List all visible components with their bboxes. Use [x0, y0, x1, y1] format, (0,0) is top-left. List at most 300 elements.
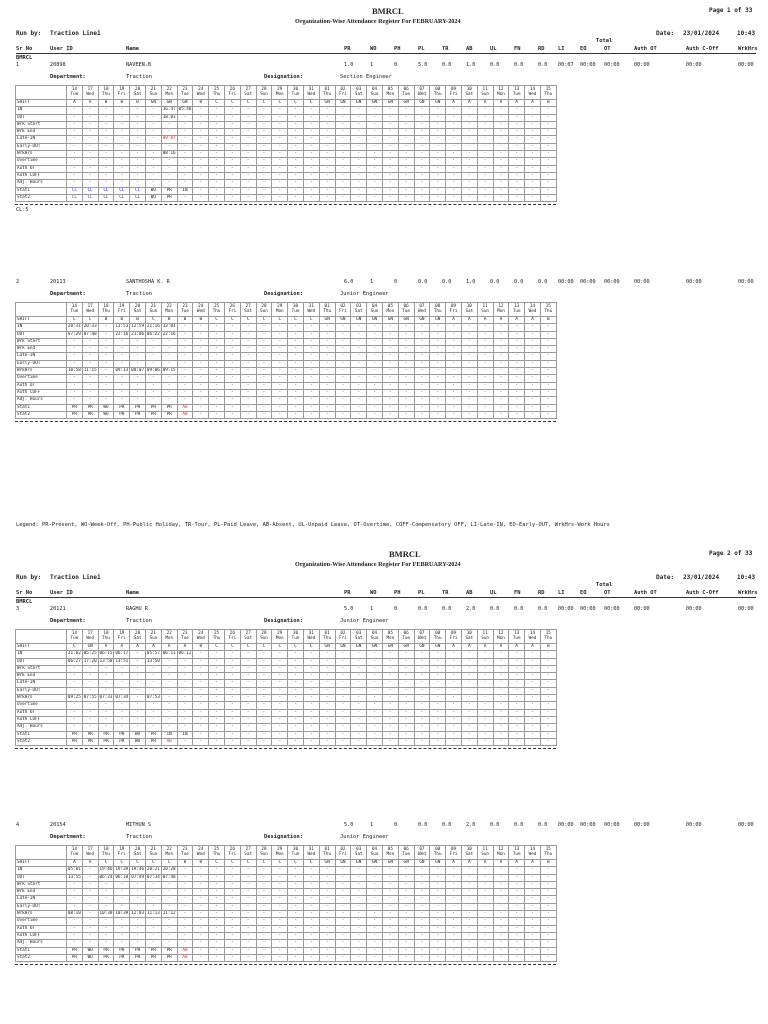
table-cell: -: [398, 709, 414, 716]
table-cell: -: [509, 404, 525, 411]
table-cell: -: [67, 724, 83, 731]
table-cell: -: [414, 107, 430, 114]
day-date: 30: [292, 86, 299, 92]
table-cell: -: [224, 187, 240, 194]
table-cell: -: [540, 954, 556, 961]
table-cell: -: [319, 411, 335, 418]
table-cell: GN: [351, 644, 367, 651]
table-row: [16, 940, 557, 947]
table-cell: -: [224, 673, 240, 680]
day-header-cell: [382, 303, 398, 317]
table-cell: -: [382, 331, 398, 338]
table-cell: -: [493, 353, 509, 360]
table-cell: -: [256, 925, 272, 932]
table-cell: 17:20: [83, 658, 97, 664]
table-cell: -: [509, 881, 525, 888]
row-label: Stat1: [16, 947, 67, 954]
table-cell: -: [256, 954, 272, 961]
day-header-cell: [430, 846, 446, 860]
row-label: WrkHrs: [16, 368, 67, 375]
table-cell: -: [414, 731, 430, 738]
table-cell: -: [509, 867, 525, 874]
table-cell: GN: [367, 317, 383, 324]
table-cell: -: [177, 121, 193, 128]
legend-text: Legend: PR-Present, WO-Week-Off, PH-Public Holiday, TR-Tour, PL-Paid Leave, AB-Absent, UL-Unpaid Leave, OT-Overtime, COFF-Compensatory OFF, LI-Late-IN, EO-Early-OUT, WrkHrs-Work Hours: [16, 522, 610, 528]
table-cell: -: [525, 382, 541, 389]
table-cell: -: [477, 360, 493, 367]
table-cell: AB: [177, 954, 193, 961]
table-cell: -: [351, 867, 367, 874]
day-weekday: Sat: [354, 91, 363, 97]
day-header-cell: [114, 86, 130, 100]
table-cell: -: [351, 940, 367, 947]
table-cell: -: [272, 738, 288, 745]
table-cell: 19:46: [99, 867, 113, 873]
table-cell: -: [414, 165, 430, 172]
day-weekday: Fri: [339, 851, 347, 857]
table-cell: -: [398, 716, 414, 723]
table-cell: -: [382, 932, 398, 939]
table-cell: -: [67, 389, 83, 396]
employee-total-value: 00:00: [558, 279, 574, 285]
day-date: 29: [277, 846, 283, 852]
table-cell: -: [461, 158, 477, 165]
table-cell: -: [193, 932, 209, 939]
table-cell: -: [414, 180, 430, 187]
table-cell: -: [67, 129, 83, 136]
table-cell: 07:53: [146, 695, 160, 701]
table-cell: -: [382, 651, 398, 658]
employee-total-value: 00:00: [738, 822, 754, 828]
table-cell: -: [177, 867, 193, 874]
table-cell: 06:12: [178, 651, 192, 657]
table-cell: -: [161, 172, 177, 179]
table-cell: -: [288, 107, 304, 114]
table-cell: -: [67, 709, 83, 716]
day-weekday: Wed: [418, 91, 426, 97]
table-cell: -: [256, 658, 272, 665]
table-cell: -: [367, 151, 383, 158]
table-cell: -: [319, 738, 335, 745]
table-cell: -: [525, 709, 541, 716]
employee-total-value: 5.0: [418, 62, 428, 68]
table-cell: -: [288, 331, 304, 338]
table-cell: -: [98, 881, 114, 888]
table-cell: -: [82, 375, 98, 382]
table-cell: -: [130, 932, 146, 939]
day-weekday: Sat: [133, 635, 142, 641]
day-header-cell: [414, 86, 430, 100]
table-cell: B: [193, 644, 209, 651]
employee-total-value: 00:00: [738, 279, 754, 285]
table-cell: -: [509, 324, 525, 331]
day-header-cell: [98, 86, 114, 100]
table-cell: PR: [82, 411, 98, 418]
day-date: 14: [529, 86, 536, 92]
table-cell: -: [540, 665, 556, 672]
day-date: 15: [545, 846, 551, 852]
table-cell: -: [272, 151, 288, 158]
day-weekday: Mon: [497, 308, 505, 314]
table-cell: -: [540, 940, 556, 947]
table-cell: -: [193, 151, 209, 158]
table-cell: -: [98, 338, 114, 345]
row-label: Adj. Hours: [16, 397, 67, 404]
table-cell: -: [193, 404, 209, 411]
table-cell: -: [177, 716, 193, 723]
group-name: BMRCL: [16, 599, 33, 605]
table-cell: -: [335, 716, 351, 723]
table-cell: -: [145, 881, 161, 888]
employee-total-value: 1.0: [344, 62, 354, 68]
day-header-cell: [477, 303, 493, 317]
day-header-cell: [303, 846, 319, 860]
table-cell: IN: [177, 187, 193, 194]
table-cell: -: [525, 194, 541, 201]
table-row: [16, 889, 557, 896]
day-header-cell: [224, 846, 240, 860]
table-cell: A: [177, 644, 193, 651]
day-header-cell: [477, 846, 493, 860]
table-row: [16, 158, 557, 165]
table-cell: -: [382, 129, 398, 136]
table-cell: -: [98, 932, 114, 939]
row-label: Wrk Start: [16, 338, 67, 345]
table-cell: -: [161, 724, 177, 731]
table-row: [16, 665, 557, 672]
table-cell: -: [193, 360, 209, 367]
table-cell: -: [461, 889, 477, 896]
table-cell: -: [382, 911, 398, 918]
table-cell: -: [114, 702, 130, 709]
table-cell: -: [288, 389, 304, 396]
table-cell: -: [540, 911, 556, 918]
table-cell: CL: [114, 194, 130, 201]
table-cell: -: [82, 903, 98, 910]
day-date: 09: [450, 846, 457, 852]
table-cell: -: [477, 911, 493, 918]
table-cell: -: [288, 187, 304, 194]
table-cell: -: [367, 695, 383, 702]
table-cell: -: [224, 404, 240, 411]
day-date: 14: [529, 303, 536, 309]
employee-total-value: 00:00: [686, 62, 702, 68]
table-cell: -: [335, 172, 351, 179]
table-cell: -: [130, 687, 146, 694]
table-cell: -: [177, 136, 193, 143]
table-cell: -: [319, 368, 335, 375]
table-cell: -: [509, 107, 525, 114]
table-cell: -: [209, 136, 225, 143]
employee-total-value: 0.0: [442, 62, 452, 68]
table-cell: -: [114, 143, 130, 150]
table-cell: -: [477, 187, 493, 194]
table-cell: -: [209, 375, 225, 382]
day-header-cell: [240, 846, 256, 860]
table-cell: PR: [161, 404, 177, 411]
table-cell: GN: [177, 100, 193, 107]
table-cell: -: [398, 129, 414, 136]
table-cell: -: [477, 172, 493, 179]
day-weekday: Fri: [339, 308, 347, 314]
table-cell: -: [525, 867, 541, 874]
row-label: Wrk End: [16, 673, 67, 680]
table-cell: -: [540, 172, 556, 179]
table-cell: -: [67, 360, 83, 367]
table-cell: -: [540, 673, 556, 680]
table-cell: -: [461, 382, 477, 389]
table-cell: -: [177, 114, 193, 121]
table-cell: -: [493, 114, 509, 121]
table-cell: -: [98, 903, 114, 910]
employee-total-value: 1: [370, 606, 374, 612]
table-cell: -: [367, 368, 383, 375]
table-cell: -: [272, 165, 288, 172]
day-weekday: Sun: [260, 851, 268, 857]
table-cell: A: [509, 644, 525, 651]
table-cell: -: [540, 404, 556, 411]
row-label: Stat2: [16, 738, 67, 745]
day-date: 14: [71, 86, 77, 92]
table-cell: -: [114, 397, 130, 404]
table-cell: -: [525, 331, 541, 338]
total-col-header: PH: [394, 46, 401, 52]
table-cell: -: [209, 651, 225, 658]
table-cell: -: [351, 874, 367, 881]
table-cell: -: [209, 353, 225, 360]
total-col-header: LI: [558, 46, 565, 52]
table-cell: -: [461, 353, 477, 360]
table-row: [16, 136, 557, 143]
table-cell: -: [477, 353, 493, 360]
table-cell: -: [461, 716, 477, 723]
table-cell: -: [430, 687, 446, 694]
table-cell: -: [177, 346, 193, 353]
table-cell: -: [256, 687, 272, 694]
day-date: 18: [103, 86, 109, 92]
employee-total-value: 00:00: [604, 822, 620, 828]
table-cell: -: [145, 382, 161, 389]
table-cell: -: [430, 368, 446, 375]
table-cell: -: [272, 673, 288, 680]
table-cell: B: [114, 100, 130, 107]
table-cell: -: [256, 716, 272, 723]
table-cell: -: [509, 389, 525, 396]
table-cell: -: [540, 411, 556, 418]
table-cell: -: [461, 658, 477, 665]
table-cell: 20:21: [146, 867, 160, 873]
row-label: IN: [16, 324, 67, 331]
table-cell: GN: [82, 644, 98, 651]
employee-total-value: 00:00: [604, 279, 620, 285]
day-date: 24: [198, 846, 204, 852]
table-cell: -: [461, 375, 477, 382]
total-label: Total: [596, 38, 613, 44]
table-cell: -: [272, 331, 288, 338]
table-cell: -: [540, 129, 556, 136]
table-cell: -: [430, 867, 446, 874]
day-header-cell: [256, 630, 272, 644]
table-cell: -: [303, 731, 319, 738]
total-col-header: OT: [604, 590, 611, 596]
table-cell: -: [477, 375, 493, 382]
table-cell: -: [145, 702, 161, 709]
table-cell: -: [398, 397, 414, 404]
table-cell: -: [540, 918, 556, 925]
day-weekday: Thu: [544, 308, 553, 314]
table-cell: -: [209, 143, 225, 150]
day-header-cell: [193, 303, 209, 317]
row-label: WrkHrs: [16, 911, 67, 918]
day-header-cell: [525, 630, 541, 644]
table-cell: -: [414, 889, 430, 896]
table-cell: -: [461, 925, 477, 932]
day-weekday: Thu: [102, 91, 110, 97]
table-cell: -: [414, 954, 430, 961]
day-date: 27: [245, 303, 251, 309]
table-cell: -: [256, 903, 272, 910]
table-cell: -: [130, 114, 146, 121]
table-cell: -: [224, 947, 240, 954]
table-cell: -: [177, 143, 193, 150]
table-cell: -: [303, 889, 319, 896]
table-cell: -: [303, 695, 319, 702]
table-cell: -: [430, 695, 446, 702]
table-cell: -: [256, 702, 272, 709]
day-header-cell: [493, 846, 509, 860]
total-col-header: Auth OT: [634, 590, 657, 596]
day-date: 26: [229, 630, 235, 636]
table-cell: -: [319, 716, 335, 723]
table-cell: -: [98, 382, 114, 389]
table-cell: -: [382, 724, 398, 731]
col-srno: Sr No: [16, 590, 33, 596]
table-cell: -: [382, 324, 398, 331]
table-cell: -: [398, 738, 414, 745]
table-cell: -: [224, 397, 240, 404]
row-label: Adj. Hours: [16, 940, 67, 947]
table-cell: -: [240, 881, 256, 888]
table-cell: -: [540, 353, 556, 360]
table-row: [16, 346, 557, 353]
table-cell: -: [493, 673, 509, 680]
table-cell: A: [525, 860, 541, 867]
table-cell: -: [240, 180, 256, 187]
table-cell: A: [509, 100, 525, 107]
table-cell: A: [525, 100, 541, 107]
day-date: 28: [261, 846, 267, 852]
table-cell: -: [351, 702, 367, 709]
table-cell: -: [509, 947, 525, 954]
table-cell: -: [193, 673, 209, 680]
table-cell: -: [525, 121, 541, 128]
table-cell: 05:25: [83, 651, 97, 657]
table-cell: -: [114, 925, 130, 932]
table-cell: -: [414, 695, 430, 702]
table-cell: 00:07: [162, 136, 176, 142]
table-cell: -: [477, 165, 493, 172]
table-cell: -: [461, 114, 477, 121]
table-cell: 06:22: [146, 331, 160, 337]
day-header-cell: [446, 846, 462, 860]
table-cell: -: [430, 881, 446, 888]
block-separator: [15, 748, 556, 749]
day-date: 30: [292, 630, 299, 636]
time-value: 10:43: [737, 30, 756, 37]
day-date: 21: [150, 630, 156, 636]
table-cell: -: [446, 881, 462, 888]
table-cell: -: [367, 687, 383, 694]
table-cell: -: [177, 896, 193, 903]
table-cell: -: [382, 165, 398, 172]
table-cell: -: [209, 687, 225, 694]
table-cell: -: [303, 114, 319, 121]
table-cell: -: [414, 360, 430, 367]
attendance-grid: [15, 629, 557, 746]
day-header-cell: [303, 86, 319, 100]
day-header-cell: [145, 846, 161, 860]
table-cell: PR: [67, 411, 83, 418]
table-cell: -: [114, 107, 130, 114]
table-cell: -: [240, 903, 256, 910]
table-cell: -: [414, 136, 430, 143]
table-cell: -: [224, 903, 240, 910]
table-row: [16, 903, 557, 910]
table-cell: AB: [161, 738, 177, 745]
table-cell: B: [177, 317, 193, 324]
day-weekday: Sun: [481, 635, 489, 641]
day-weekday: Sun: [370, 635, 379, 641]
table-cell: GN: [367, 860, 383, 867]
table-cell: -: [414, 716, 430, 723]
table-cell: -: [256, 121, 272, 128]
table-cell: -: [193, 411, 209, 418]
table-cell: -: [540, 896, 556, 903]
table-cell: -: [224, 165, 240, 172]
table-cell: -: [477, 716, 493, 723]
row-label: Auth OT: [16, 382, 67, 389]
day-header-cell: [493, 630, 509, 644]
table-cell: -: [319, 404, 335, 411]
table-row: [16, 918, 557, 925]
total-col-header: AB: [466, 46, 473, 52]
table-cell: -: [509, 889, 525, 896]
day-date: 15: [545, 630, 551, 636]
table-cell: B: [193, 317, 209, 324]
table-cell: -: [303, 353, 319, 360]
table-cell: -: [525, 687, 541, 694]
day-date: 02: [340, 846, 346, 852]
table-cell: -: [493, 194, 509, 201]
table-cell: -: [351, 687, 367, 694]
table-cell: C: [272, 860, 288, 867]
table-cell: -: [430, 932, 446, 939]
table-cell: -: [193, 947, 209, 954]
total-col-header: PR: [344, 590, 351, 596]
employee-total-value: 0.0: [418, 606, 428, 612]
table-cell: -: [288, 903, 304, 910]
department-value: Traction: [126, 618, 152, 624]
table-cell: -: [540, 687, 556, 694]
table-row: [16, 353, 557, 360]
table-cell: 06:17: [115, 651, 129, 657]
table-cell: -: [367, 187, 383, 194]
day-weekday: Sat: [133, 308, 142, 314]
employee-total-value: 6.0: [344, 279, 354, 285]
designation-value: Junior Engineer: [340, 291, 389, 297]
day-weekday: Wed: [528, 635, 537, 641]
table-cell: -: [351, 411, 367, 418]
